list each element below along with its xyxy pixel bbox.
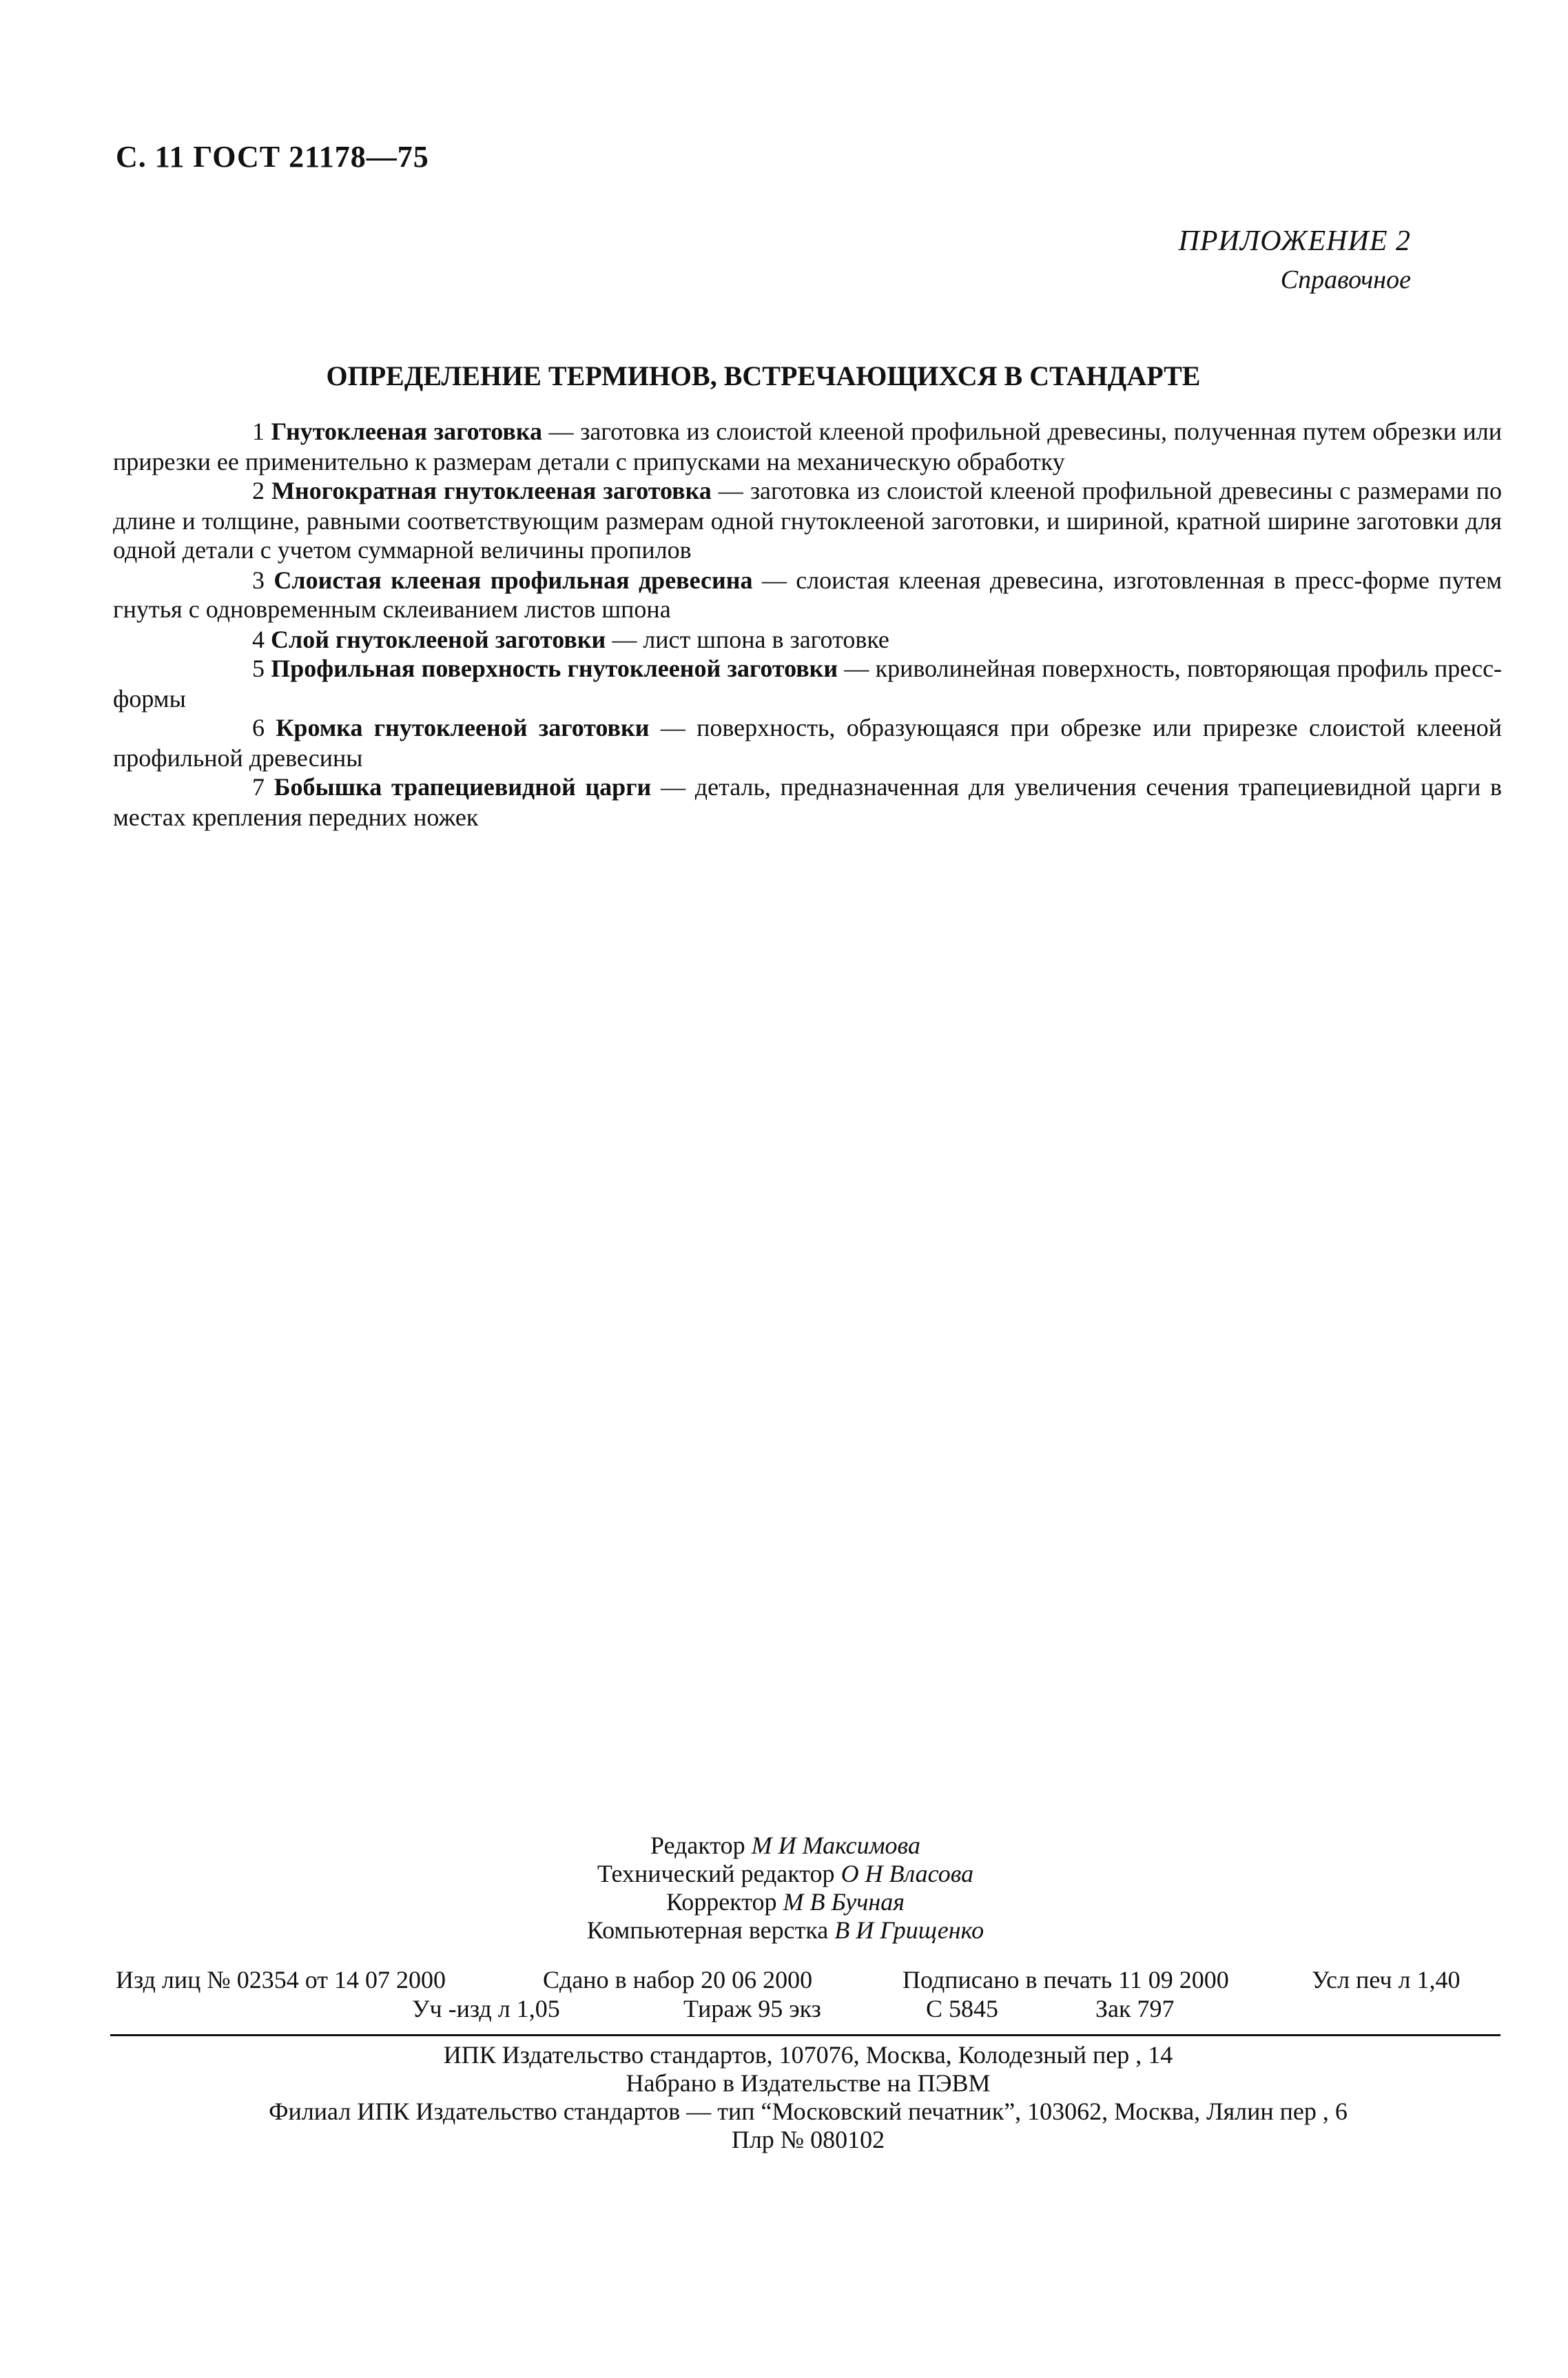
credit-name: О Н Власова — [840, 1860, 974, 1887]
imprint-circulation: Тираж 95 экз — [683, 1995, 821, 2022]
credit-role: Корректор — [666, 1888, 777, 1916]
page-header: С. 11 ГОСТ 21178—75 — [116, 140, 429, 174]
credit-name: В И Грищенко — [834, 1916, 984, 1944]
imprint-print-sheets: Усл печ л 1,40 — [1312, 1966, 1461, 1993]
imprint-pub-sheets: Уч -изд л 1,05 — [412, 1995, 560, 2022]
imprint-submitted: Сдано в набор 20 06 2000 — [543, 1966, 813, 1993]
definition-number: 3 — [252, 566, 265, 593]
definition-item — [113, 655, 1502, 714]
definition-text: — поверхность, образующаяся при обрезке или прирезке слоистой клееной профильной древесины — [113, 714, 1502, 771]
imprint-c-number: С 5845 — [926, 1995, 999, 2022]
publisher-block — [116, 2041, 1500, 2154]
publisher-line: ИПК Издательство стандартов, 107076, Москва, Колодезный пер , 14 — [443, 2041, 1173, 2069]
definition-text: — деталь, предназначенная для увеличения сечения трапециевидной царги в местах крепления передних ножек — [113, 773, 1503, 830]
definition-item — [113, 566, 1502, 625]
definition-number: 4 — [252, 625, 265, 653]
definition-item — [113, 773, 1502, 832]
definition-item — [113, 418, 1502, 477]
credit-line — [372, 1888, 1199, 1916]
publisher-line: Плр № 080102 — [731, 2126, 885, 2153]
definition-text: — лист шпона в заготовке — [606, 625, 889, 653]
publisher-line: Филиал ИПК Издательство стандартов — тип “Московский печатник”, 103062, Москва, Лялин пер , 6 — [269, 2098, 1348, 2125]
credit-line — [372, 1916, 1199, 1945]
definition-term: Многократная гнутоклееная заготовка — [271, 477, 712, 504]
appendix-title: ПРИЛОЖЕНИЕ 2 — [1178, 225, 1411, 257]
credit-name: М В Бучная — [783, 1888, 905, 1916]
credit-name: М И Максимова — [751, 1832, 920, 1859]
definition-number: 1 — [252, 418, 265, 445]
credit-role: Компьютерная верстка — [586, 1916, 829, 1944]
imprint-block — [116, 1965, 1494, 2027]
credit-line — [372, 1832, 1199, 1860]
definition-term: Профильная поверхность гнутоклееной заготовки — [271, 655, 838, 682]
imprint-signed: Подписано в печать 11 09 2000 — [902, 1966, 1229, 1993]
definition-term: Слоистая клееная профильная древесина — [274, 566, 753, 593]
definition-term: Гнутоклееная заготовка — [271, 418, 543, 445]
definition-term: Слой гнутоклееной заготовки — [271, 625, 606, 653]
appendix-label — [1179, 222, 1411, 299]
section-title: ОПРЕДЕЛЕНИЕ ТЕРМИНОВ, ВСТРЕЧАЮЩИХСЯ В СТАНДАРТЕ — [326, 360, 1201, 391]
definition-item — [113, 625, 1502, 655]
definition-number: 2 — [252, 477, 265, 504]
publisher-line: Набрано в Издательстве на ПЭВМ — [626, 2069, 991, 2097]
definition-number: 6 — [252, 714, 265, 741]
appendix-subtitle: Справочное — [1280, 265, 1411, 294]
definitions-list — [113, 418, 1502, 832]
definition-number: 5 — [252, 655, 265, 682]
definition-item — [113, 477, 1502, 566]
imprint-order: Зак 797 — [1095, 1995, 1175, 2022]
credit-line — [372, 1860, 1199, 1888]
divider-rule — [110, 2034, 1500, 2036]
definition-text: — заготовка из слоистой клееной профильной древесины с размерами по длине и толщине, равными соответствующим размерам одной гнутоклееной заготовки, и шириной, кратной ширине заготовки для одной детали с учетом суммарной величины пропилов — [113, 477, 1503, 564]
definition-text: — криволинейная поверхность, повторяющая профиль пресс-формы — [113, 655, 1503, 712]
definition-term: Кромка гнутоклееной заготовки — [276, 714, 650, 741]
definition-item — [113, 714, 1502, 773]
credit-role: Редактор — [650, 1832, 745, 1859]
definition-number: 7 — [252, 773, 265, 801]
definition-term: Бобышка трапециевидной царги — [274, 773, 652, 801]
credit-role: Технический редактор — [597, 1860, 835, 1887]
definition-text: — заготовка из слоистой клееной профильной древесины, полученная путем обрезки или прирезки ее применительно к размерам детали с припусками на механическую обработку — [113, 418, 1503, 475]
credits-block — [372, 1832, 1199, 1945]
imprint-license: Изд лиц № 02354 от 14 07 2000 — [116, 1966, 446, 1993]
definition-text: — слоистая клееная древесина, изготовленная в пресс-форме путем гнутья с одновременным склеиванием листов шпона — [113, 566, 1503, 623]
